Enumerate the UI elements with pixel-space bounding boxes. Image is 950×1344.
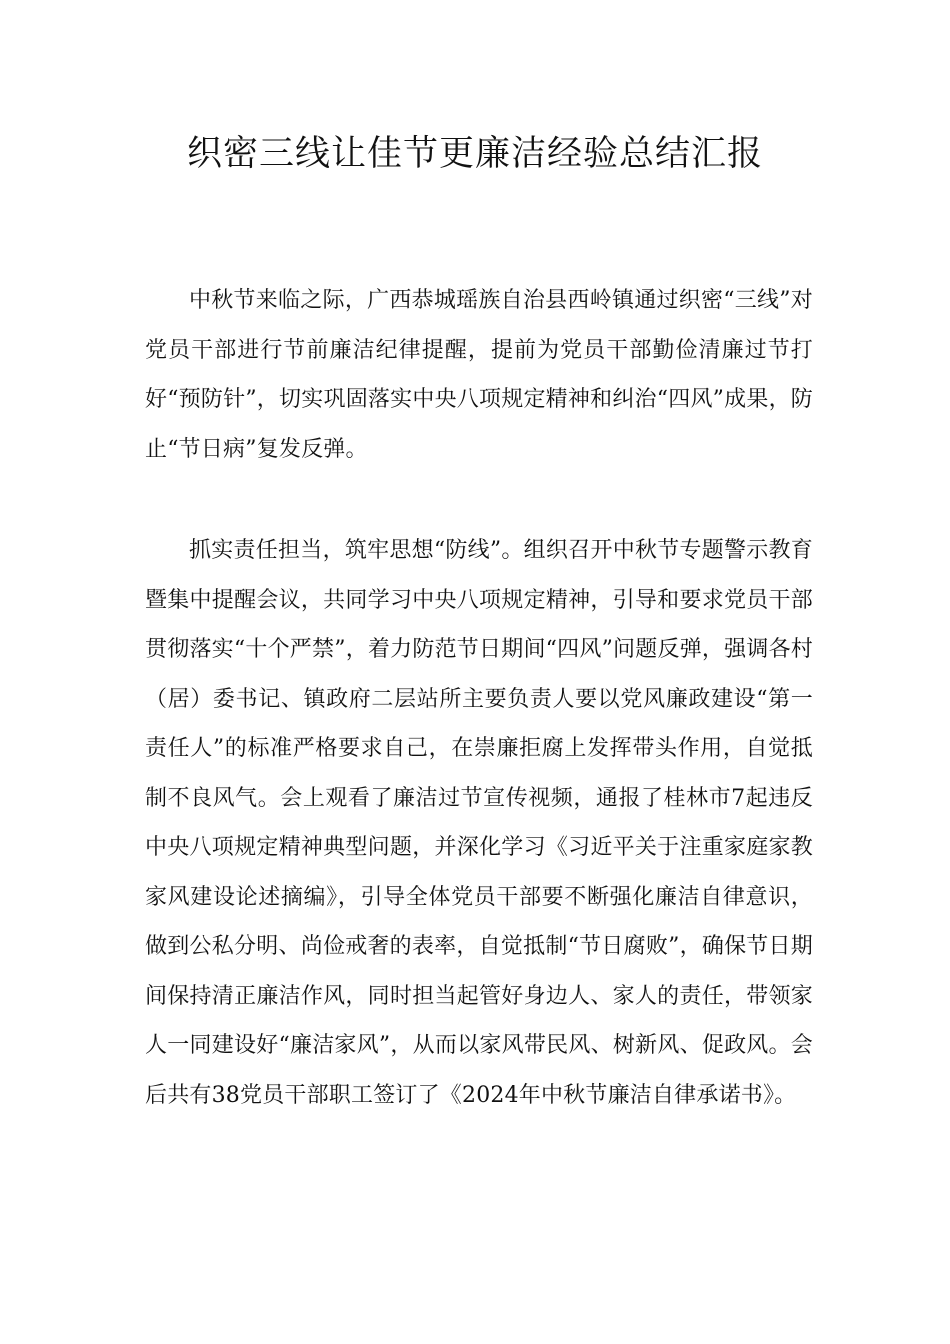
body-paragraph-2: 抓实责任担当，筑牢思想“防线”。组织召开中秋节专题警示教育暨集中提醒会议，共同学习中央八项规定精神，引导和要求党员干部贯彻落实“十个严禁”，着力防范节日期间“四风”问题反弹，强调各村（居）委书记、镇政府二层站所主要负责人要以党风廉政建设“第一责任人”的标准严格要求自己，在崇廉拒腐上发挥带头作用，自觉抵制不良风气。会上观看了廉洁过节宣传视频，通报了桂林市7起违反中央八项规定精神典型问题，并深化学习《习近平关于注重家庭家教家风建设论述摘编》，引导全体党员干部要不断强化廉洁自律意识，做到公私分明、尚俭戒奢的表率，自觉抵制“节日腐败”，确保节日期间保持清正廉洁作风，同时担当起管好身边人、家人的责任，带领家人一同建设好“廉洁家风”，从而以家风带民风、树新风、促政风。会后共有38党员干部职工签订了《2024年中秋节廉洁自律承诺书》。 bbox=[145, 538, 813, 1108]
document-title: 织密三线让佳节更廉洁经验总结汇报 bbox=[186, 134, 763, 174]
body-paragraph-1: 中秋节来临之际，广西恭城瑶族自治县西岭镇通过织密“三线”对党员干部进行节前廉洁纪律提醒，提前为党员干部勤俭清廉过节打好“预防针”，切实巩固落实中央八项规定精神和纠治“四风”成果，防止“节日病”复发反弹。 bbox=[145, 288, 813, 462]
